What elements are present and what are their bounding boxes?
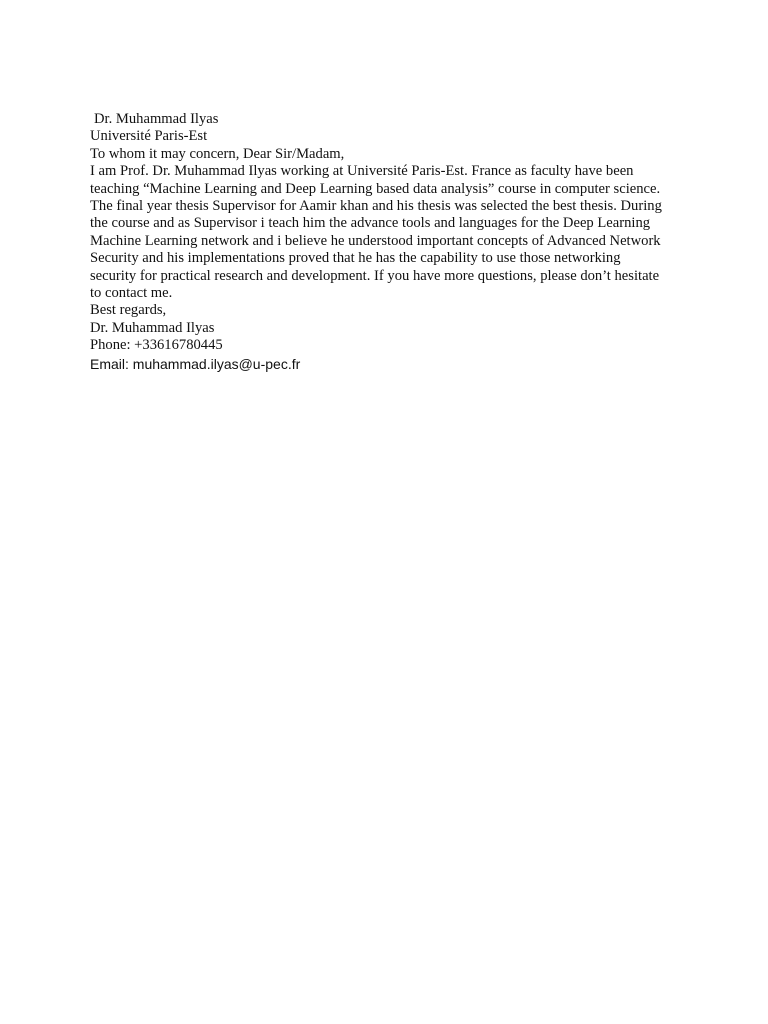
closing: Best regards,: [90, 302, 167, 319]
phone-line: Phone: +33616780445: [90, 337, 223, 354]
institution-name: Université Paris-Est: [90, 128, 208, 145]
signature-name: Dr. Muhammad Ilyas: [90, 319, 215, 336]
letter-paragraph: I am Prof. Dr. Muhammad Ilyas working at Université Paris-Est. France as faculty have been teaching “Machine Learning and Deep Learning based data analysis” course in computer science. The final year thesis Supervisor for Aamir khan and his thesis was selected the best thesis. During the course and as Supervisor i teach him the advance tools and languages for the Deep Learning Machine Learning network and i believe he understood important concepts of Advanced Network Security and his implementations proved that he has the capability to use those networking security for practical research and development. If you have more questions, please don’t hesitate to contact me.: [90, 163, 662, 302]
email-line: Email: muhammad.ilyas@u-pec.fr: [90, 355, 301, 372]
sender-name: Dr. Muhammad Ilyas: [94, 111, 219, 127]
salutation: To whom it may concern, Dear Sir/Madam,: [90, 145, 345, 162]
letter-body: [90, 111, 680, 373]
